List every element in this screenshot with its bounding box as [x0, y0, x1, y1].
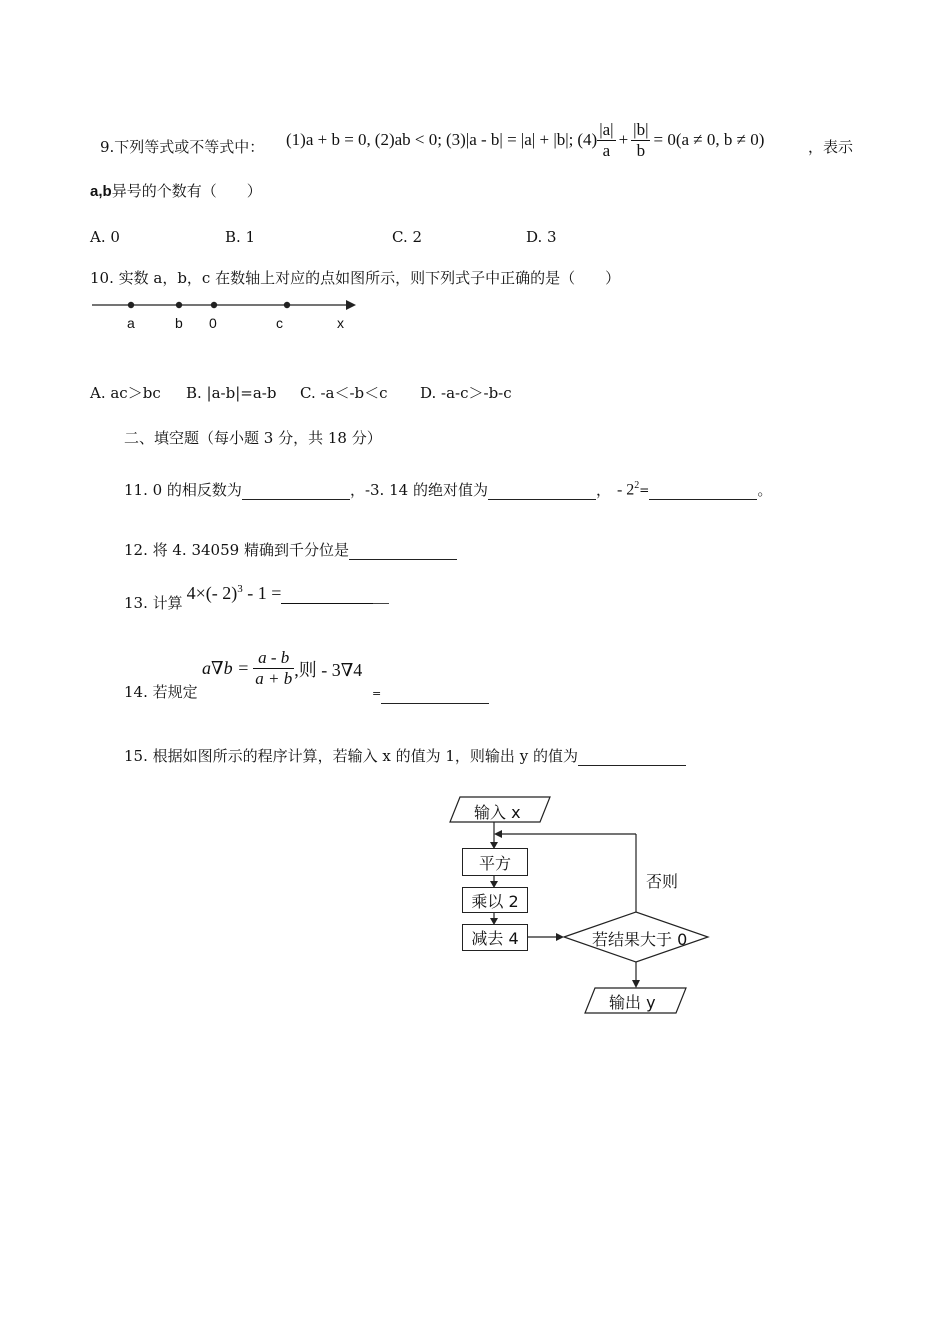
flowchart-step-multiply: 乘以 2 — [462, 887, 528, 913]
q13-expr — [187, 579, 282, 603]
q10-option-b: B. |a-b|=a-b — [186, 384, 277, 402]
q9-frac-a-den: a — [602, 140, 611, 160]
q11-part1: 11. 0 的相反数为 — [124, 481, 242, 500]
section-2-title: 二、填空题（每小题 3 分，共 18 分） — [124, 429, 382, 447]
flow-arrow-6 — [632, 980, 640, 988]
q11-expr — [617, 476, 639, 500]
flow-arrow-5 — [494, 830, 502, 838]
q11-end: 。 — [757, 481, 773, 500]
q10-stem: 10. 实数 a，b，c 在数轴上对应的点如图所示，则下列式子中正确的是（ ） — [90, 269, 621, 287]
q9-frac-a-num: |a| — [599, 119, 614, 139]
q9-formula-2: (2)ab < 0; — [374, 130, 442, 149]
q14-blank[interactable] — [381, 688, 489, 704]
q13-label: 13. 计算 — [124, 594, 183, 612]
label-a: a — [127, 315, 135, 331]
q9-option-c: C. 2 — [392, 228, 423, 246]
flowchart-step-square: 平方 — [462, 848, 528, 876]
q14-lhs: a∇b = — [202, 658, 250, 678]
q9-frac-b-den: b — [636, 140, 646, 160]
q13 — [124, 583, 389, 612]
q13-blank-tail — [373, 589, 389, 604]
point-b — [176, 302, 182, 308]
q9-suffix: ，表示 — [808, 138, 854, 156]
q14-frac — [253, 648, 294, 689]
q14-frac-den: a + b — [255, 669, 293, 688]
q14-frac-num: a - b — [253, 648, 294, 669]
q9-prefix: 9.下列等式或不等式中： — [100, 138, 265, 156]
label-c: c — [276, 315, 283, 331]
q11-blank-2[interactable] — [488, 484, 596, 500]
label-0: 0 — [209, 315, 217, 331]
q10-option-a: A. ac＞bc — [90, 384, 161, 402]
q9-formula-4-tail: = 0(a ≠ 0, b ≠ 0) — [653, 130, 765, 149]
flowchart-output-label: 输出 y — [609, 993, 656, 1012]
q11-blank-1[interactable] — [242, 484, 350, 500]
label-x: x — [337, 315, 344, 331]
q9-formula-1: (1)a + b = 0, — [286, 130, 371, 149]
q9-frac-b — [631, 120, 650, 161]
q9-option-a: A. 0 — [90, 228, 120, 246]
q10-option-d: D. -a-c＞-b-c — [420, 384, 512, 402]
q11-blank-3[interactable] — [649, 484, 757, 500]
point-c — [284, 302, 290, 308]
q9-frac-b-num: |b| — [633, 119, 649, 139]
number-line — [90, 296, 360, 316]
q15-blank[interactable] — [578, 750, 686, 766]
flowchart-decision-label: 若结果大于 0 — [592, 930, 688, 949]
q11-eq: = — [639, 483, 650, 498]
q11-part2: ，-3. 14 的绝对值为 — [349, 481, 488, 500]
q13-expr-tail: - 1 = — [242, 583, 282, 603]
q14-label: 14. 若规定 — [124, 683, 198, 701]
flowchart-else-label: 否则 — [646, 872, 679, 891]
q14-formula — [202, 648, 362, 689]
q9-ab: a,b — [90, 183, 112, 200]
q13-expr-base: 4×(- 2) — [186, 583, 238, 603]
point-0 — [211, 302, 217, 308]
q10-option-c: C. -a＜-b＜c — [300, 384, 388, 402]
q9-formula-4-label: (4) — [577, 130, 598, 149]
q12 — [124, 540, 457, 560]
q9-line2-rest: 异号的个数有（ ） — [111, 182, 262, 200]
q9-formula — [286, 108, 764, 172]
q13-expr-exp: 3 — [237, 583, 243, 595]
q9-formula-3: (3)|a - b| = |a| + |b|; — [445, 130, 574, 149]
q13-blank-bold[interactable] — [281, 589, 373, 604]
q15-text: 15. 根据如图所示的程序计算，若输入 x 的值为 1，则输出 y 的值为 — [124, 747, 578, 765]
q11 — [124, 476, 772, 500]
point-a — [128, 302, 134, 308]
q11-expr-base: - 2 — [616, 481, 635, 499]
q9-frac-a — [597, 120, 615, 161]
q9-option-d: D. 3 — [526, 228, 557, 246]
q12-blank[interactable] — [349, 544, 457, 560]
q9-plus: + — [618, 130, 629, 149]
q11-part3: ， — [595, 481, 611, 500]
q15 — [124, 746, 686, 766]
q12-text: 12. 将 4. 34059 精确到千分位是 — [124, 541, 349, 559]
label-b: b — [175, 315, 183, 331]
flowchart-input-text: 输入 x — [474, 803, 521, 822]
q14-eq: = — [372, 687, 382, 700]
q9-line2 — [90, 181, 262, 202]
q14-answer — [372, 684, 489, 704]
flowchart-step-subtract: 减去 4 — [462, 924, 528, 951]
q14-tail: ,则 - 3∇4 — [294, 659, 363, 680]
flowchart-input-label — [474, 800, 521, 823]
q9-option-b: B. 1 — [225, 228, 256, 246]
number-line-arrow — [346, 300, 356, 310]
q11-expr-exp: 2 — [634, 480, 640, 491]
